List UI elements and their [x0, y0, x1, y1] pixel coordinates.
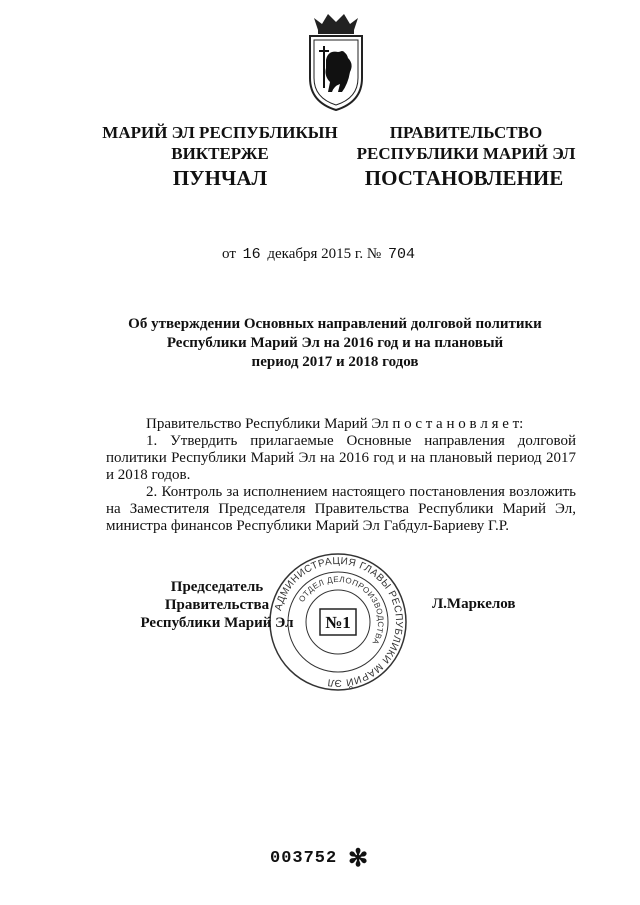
stamp-center: №1 — [325, 613, 351, 632]
signature-title-line1: Председатель Правительства — [164, 579, 270, 613]
body-intro: Правительство Республики Марий Эл п о с т а н о в л я е т: — [146, 416, 524, 432]
header-right-line1: ПРАВИТЕЛЬСТВО — [389, 123, 543, 142]
body-item-2: 2. Контроль за исполнением настоящего постановления возложить на Заместителя Председателя Правительства Республики Марий Эл, министра финансов Республики Марий Эл Габдул-Бариеву Г.Р. — [106, 484, 576, 534]
doc-body — [106, 416, 576, 535]
title-line3: период 2017 и 2018 годов — [251, 354, 419, 370]
doc-number: 704 — [387, 246, 415, 263]
stamp-inner-text: ОТДЕЛ ДЕЛОПРОИЗВОДСТВА — [296, 574, 386, 647]
signature-title-line2: Республики Марий Эл — [140, 615, 294, 631]
serial-number: 003752 — [270, 849, 338, 868]
header-left — [96, 122, 344, 164]
title-line2: Республики Марий Эл на 2016 год и на плановый — [166, 335, 504, 351]
date-middle: декабря 2015 г. № — [267, 246, 382, 262]
stamp-ring-text: АДМИНИСТРАЦИЯ ГЛАВЫ РЕСПУБЛИКИ МАРИЙ ЭЛ — [273, 555, 405, 689]
header-right-line2: РЕСПУБЛИКИ МАРИЙ ЭЛ — [356, 144, 576, 163]
title-line1: Об утверждении Основных направлений долговой политики — [128, 316, 542, 332]
header-left-line2: ВИКТЕРЖЕ — [171, 144, 269, 163]
date-day: 16 — [242, 246, 261, 263]
doc-type-right: ПОСТАНОВЛЕНИЕ — [364, 166, 564, 190]
header-right — [348, 122, 584, 164]
body-item-1: 1. Утвердить прилагаемые Основные направления долговой политики Республики Марий Эл на 2016 год и на плановый период 2017 и 2018 годов. — [106, 433, 576, 483]
date-prefix: от — [222, 246, 236, 262]
signatory-name: Л.Маркелов — [432, 596, 516, 612]
coat-of-arms-icon — [296, 12, 376, 112]
asterisk-mark: ✻ — [348, 846, 369, 872]
doc-type-left: ПУНЧАЛ — [172, 166, 268, 190]
doc-title — [100, 315, 570, 372]
header-left-line1: МАРИЙ ЭЛ РЕСПУБЛИКЫН — [102, 123, 338, 142]
signature-title — [132, 578, 302, 632]
date-line — [0, 246, 640, 263]
